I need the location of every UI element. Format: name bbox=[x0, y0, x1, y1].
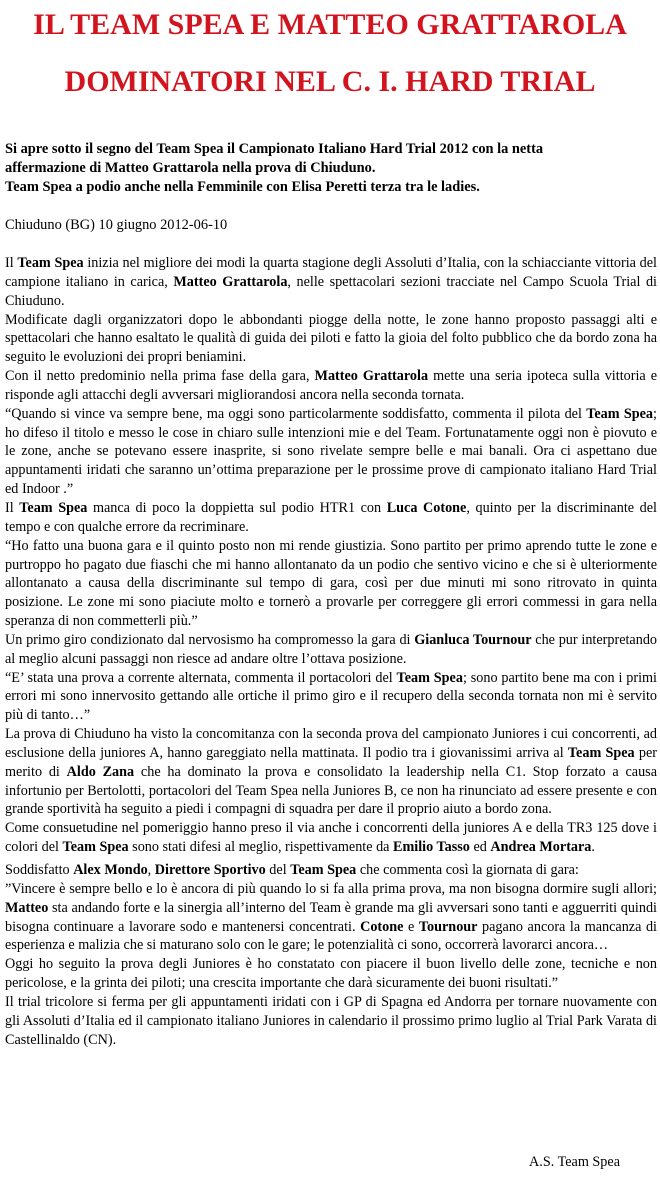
dateline: Chiuduno (BG) 10 giugno 2012-06-10 bbox=[5, 217, 228, 233]
text-run: . bbox=[591, 839, 595, 856]
text-run: “Ho fatto una buona gara e il quinto posto non mi rende giustizia. Sono partito per primo aprendo tutte le zone e purtroppo ho pagato due fiaschi che mi hanno allontanato da un podio che sentivo vicino e che si è ulteriormente allontanato a causa della discriminante sul tempo di gara, così per due minuti mi sono ritrovato in quinta posizione. Le zone mi sono piaciute molto e tornerò a provarle per correggere gli errori commessi in gara nella speranza di non commetterli più.” bbox=[5, 537, 657, 630]
text-run: Con il netto predominio nella prima fase della gara, bbox=[5, 368, 315, 385]
bold-text: Matteo Grattarola bbox=[314, 368, 429, 385]
bold-text: Cotone bbox=[360, 918, 404, 935]
bold-text: Team Spea bbox=[62, 839, 129, 856]
text-run: Come consuetudine nel pomeriggio hanno preso il via anche i concorrenti della juniores A e della TR3 125 dove i colori del bbox=[5, 820, 657, 856]
text-run: La prova di Chiuduno ha visto la concomitanza con la seconda prova del campionato Juniores i cui concorrenti, ad esclusione della juniores A, hanno gareggiato nella mattinata. Il podio tra i giovanissimi arriva al bbox=[5, 726, 657, 761]
article-paragraph bbox=[5, 405, 657, 499]
bold-text: Emilio Tasso bbox=[393, 839, 470, 856]
text-run: che pur interpretando al meglio alcuni passaggi non riesce ad andare oltre l’ottava posizione. bbox=[5, 631, 658, 667]
signature: A.S. Team Spea bbox=[529, 1154, 620, 1170]
article-paragraph bbox=[5, 311, 657, 368]
headline-line-2: DOMINATORI NEL C. I. HARD TRIAL bbox=[64, 65, 596, 98]
bold-text: Matteo Grattarola bbox=[173, 273, 288, 290]
text-run: ; ho difeso il titolo e messo le cose in chiaro sulle intenzioni mie e del Team. Fortunatamente oggi non è piovuto e le zone, anche se potevano essere inasprite, si sono rivelate sempre belle e mai banali. Ora ci aspettano due appuntamenti iridati che saranno un’ottima preparazione per le prossime prove di campionato italiano Hard Trial ed Indoor .” bbox=[5, 405, 657, 498]
text-run: inizia nel migliore dei modi la quarta stagione degli Assoluti d’Italia, con la schiacciante vittoria del campione italiano in carica, bbox=[5, 255, 657, 290]
article-body bbox=[5, 254, 657, 1049]
lead-summary bbox=[5, 140, 657, 197]
bold-text: Direttore Sportivo bbox=[154, 862, 266, 878]
text-run: per merito di bbox=[5, 744, 657, 780]
article-paragraph bbox=[5, 993, 657, 1050]
bold-text: Team Spea bbox=[567, 744, 635, 761]
text-run: , quinto per la discriminante del tempo e con qualche errore da recriminare. bbox=[5, 499, 657, 535]
article-paragraph bbox=[5, 819, 657, 857]
text-run: sta andando forte e la sinergia all’interno del Team è grande ma gli avversari sono tanti e agguerriti quindi bisogna continuare a lavorare sodo e mantenersi concentrati. bbox=[5, 899, 657, 935]
text-run: che ha dominato la prova e consolidato la leadership nella C1. Stop forzato a causa infortunio per Bertolotti, portacolori del Team Spea nella Juniores B, ce non ha rinunciato ad essere presente e con grande sportività ha seguito a piedi i compagni di squadra per dare il proprio aiuto a bordo zona. bbox=[5, 763, 657, 818]
text-run: del bbox=[265, 862, 291, 878]
lead-line-3: Team Spea a podio anche nella Femminile con Elisa Peretti terza tra le ladies. bbox=[5, 179, 480, 195]
text-run: mette una seria ipoteca sulla vittoria e risponde agli attacchi degli avversari migliorandosi ancora nella seconda tornata. bbox=[5, 368, 658, 403]
text-run: e bbox=[403, 918, 419, 935]
bold-text: Team Spea bbox=[586, 405, 654, 422]
text-run: che commenta così la giornata di gara: bbox=[356, 862, 579, 878]
lead-line-2: affermazione di Matteo Grattarola nella prova di Chiuduno. bbox=[5, 160, 376, 176]
bold-text: Tournour bbox=[418, 918, 478, 935]
text-run: pagano ancora la mancanza di esperienza e malizia che si maturano solo con le gare; le potenzialità ci sono, occorrerà lavorarci ancora… bbox=[5, 918, 657, 954]
bold-text: Team Spea bbox=[17, 255, 84, 271]
text-run: manca di poco la doppietta sul podio HTR1 con bbox=[87, 499, 387, 516]
text-run: Soddisfatto bbox=[5, 862, 74, 878]
article-paragraph bbox=[5, 861, 657, 880]
bold-text: Team Spea bbox=[396, 669, 463, 686]
text-run: ed bbox=[469, 839, 491, 856]
text-run: Il bbox=[5, 499, 20, 516]
article-paragraph bbox=[5, 955, 657, 993]
text-run: Un primo giro condizionato dal nervosismo ha compromesso la gara di bbox=[5, 631, 415, 648]
text-run: Il trial tricolore si ferma per gli appuntamenti iridati con i GP di Spagna ed Andorra per tornare nuovamente con gli Assoluti d’Italia ed il campionato italiano Juniores in calendario il prossimo primo luglio al Trial Park Varata di Castellinaldo (CN). bbox=[5, 993, 657, 1048]
text-run: Il bbox=[5, 255, 18, 271]
article-paragraph bbox=[5, 725, 657, 819]
article-paragraph bbox=[5, 631, 657, 669]
text-run: ; sono partito bene ma con i primi errori mi sono innervosito gettando alle ortiche il primo giro e il recupero della seconda tornata non mi è servito più di tanto…” bbox=[5, 669, 658, 724]
bold-text: Alex Mondo bbox=[73, 862, 148, 878]
bold-text: Matteo bbox=[5, 899, 49, 916]
bold-text: Team Spea bbox=[290, 862, 357, 878]
article-paragraph bbox=[5, 499, 657, 537]
bold-text: Luca Cotone bbox=[386, 499, 467, 516]
text-run: , bbox=[147, 862, 155, 878]
article-paragraph bbox=[5, 669, 657, 726]
article-paragraph bbox=[5, 367, 657, 405]
text-run: Oggi ho seguito la prova degli Juniores è ho constatato con piacere il buon livello delle zone, tecniche e non pericolose, e la grinta dei piloti; una crescita importante che darà sicuramente dei buoni risultati.” bbox=[5, 956, 657, 992]
headline-line-1: IL TEAM SPEA E MATTEO GRATTAROLA bbox=[33, 8, 627, 41]
text-run: “E’ stata una prova a corrente alternata, commenta il portacolori del bbox=[5, 669, 397, 686]
bold-text: Andrea Mortara bbox=[490, 839, 592, 856]
article-paragraph bbox=[5, 254, 657, 311]
bold-text: Aldo Zana bbox=[66, 763, 135, 780]
text-run: , nelle spettacolari sezioni tracciate nel Campo Scuola Trial di Chiuduno. bbox=[5, 273, 657, 309]
article-paragraph bbox=[5, 537, 657, 631]
text-run: Modificate dagli organizzatori dopo le abbondanti piogge della notte, le zone hanno proposto passaggi alti e spettacolari che hanno esaltato le qualità di guida dei piloti e fatto la gioia del folto pubblico che da bordo zona ha seguito le evoluzioni dei propri beniamini. bbox=[5, 311, 657, 366]
bold-text: Gianluca Tournour bbox=[414, 631, 532, 648]
text-run: “Quando si vince va sempre bene, ma oggi sono particolarmente soddisfatto, commenta il pilota del bbox=[5, 405, 587, 422]
article-paragraph bbox=[5, 880, 657, 955]
lead-line-1: Si apre sotto il segno del Team Spea il Campionato Italiano Hard Trial 2012 con la netta bbox=[5, 141, 544, 157]
text-run: ”Vincere è sempre bello e lo è ancora di più quando lo si fa alla prima prova, ma non bisogna dormire sugli allori; bbox=[5, 880, 657, 897]
text-run: sono stati difesi al meglio, rispettivamente da bbox=[128, 839, 394, 856]
bold-text: Team Spea bbox=[19, 499, 88, 516]
